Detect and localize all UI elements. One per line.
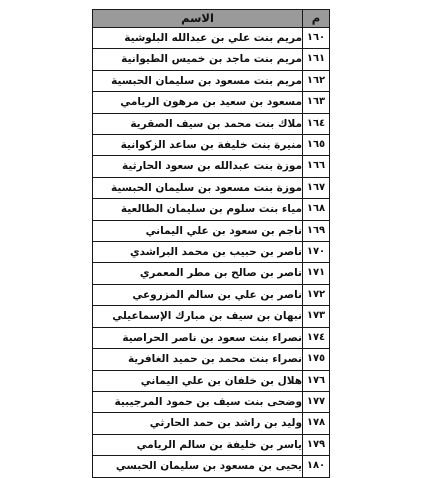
table-header: [93, 10, 330, 28]
table-row: [93, 28, 330, 49]
row-number: ١٧٧: [303, 391, 330, 412]
table-row: [93, 349, 330, 370]
row-number: ١٧٣: [303, 306, 330, 327]
row-number: ١٧٢: [303, 284, 330, 305]
header-row: [93, 10, 330, 28]
name-column-header: الاسم: [93, 10, 303, 28]
table-row: [93, 135, 330, 156]
row-number: ١٧٨: [303, 413, 330, 434]
table-body: [93, 28, 330, 478]
row-number: ١٦٥: [303, 135, 330, 156]
row-number: ١٧٠: [303, 242, 330, 263]
table-row: [93, 263, 330, 284]
row-name: نبهان بن سيف بن مبارك الإسماعيلي: [93, 306, 303, 327]
row-number: ١٦٦: [303, 156, 330, 177]
row-name: ناصر بن علي بن سالم المزروعي: [93, 284, 303, 305]
row-name: مريم بنت ماجد بن خميس الطيوانية: [93, 49, 303, 70]
table-row: [93, 199, 330, 220]
names-table: [92, 9, 330, 478]
table-row: [93, 370, 330, 391]
row-name: ناجم بن سعود بن علي اليماني: [93, 220, 303, 241]
row-name: نصراء بنت محمد بن حميد الغافرية: [93, 349, 303, 370]
row-name: مياء بنت سلوم بن سليمان الطالعية: [93, 199, 303, 220]
row-number: ١٧١: [303, 263, 330, 284]
row-number: ١٦٩: [303, 220, 330, 241]
row-name: ملاك بنت محمد بن سيف الصقرية: [93, 113, 303, 134]
row-name: وليد بن راشد بن حمد الحارثي: [93, 413, 303, 434]
table-row: [93, 413, 330, 434]
table-row: [93, 220, 330, 241]
row-name: وضحى بنت سيف بن حمود المرجيبية: [93, 391, 303, 412]
row-name: ياسر بن خليفة بن سالم الريامي: [93, 434, 303, 455]
row-name: موزة بنت مسعود بن سليمان الحبسية: [93, 177, 303, 198]
table-row: [93, 70, 330, 91]
table-row: [93, 456, 330, 477]
row-number: ١٦٨: [303, 199, 330, 220]
table-row: [93, 49, 330, 70]
row-name: مريم بنت مسعود بن سليمان الحبسية: [93, 70, 303, 91]
number-column-header: م: [303, 10, 330, 28]
table-row: [93, 156, 330, 177]
table-row: [93, 177, 330, 198]
table-row: [93, 391, 330, 412]
row-number: ١٦١: [303, 49, 330, 70]
table-row: [93, 113, 330, 134]
row-number: ١٧٦: [303, 370, 330, 391]
row-number: ١٦٢: [303, 70, 330, 91]
row-name: ناصر بن حبيب بن محمد البراشدي: [93, 242, 303, 263]
row-number: ١٧٤: [303, 327, 330, 348]
row-number: ١٧٩: [303, 434, 330, 455]
row-name: موزة بنت عبدالله بن سعود الحارثية: [93, 156, 303, 177]
table-row: [93, 306, 330, 327]
row-number: ١٨٠: [303, 456, 330, 477]
row-number: ١٦٧: [303, 177, 330, 198]
row-name: مريم بنت علي بن عبدالله البلوشية: [93, 28, 303, 49]
row-number: ١٦٤: [303, 113, 330, 134]
table-row: [93, 327, 330, 348]
table-row: [93, 434, 330, 455]
row-number: ١٦٣: [303, 92, 330, 113]
row-name: هلال بن خلفان بن علي اليماني: [93, 370, 303, 391]
row-name: مسعود بن سعيد بن مرهون الريامي: [93, 92, 303, 113]
row-number: ١٦٠: [303, 28, 330, 49]
row-name: منيرة بنت خليفة بن ساعد الزكوانية: [93, 135, 303, 156]
row-name: نصراء بنت سعود بن ناصر الحراصية: [93, 327, 303, 348]
row-number: ١٧٥: [303, 349, 330, 370]
row-name: يحيى بن مسعود بن سليمان الحبسي: [93, 456, 303, 477]
row-name: ناصر بن صالح بن مطر المعمري: [93, 263, 303, 284]
table-row: [93, 92, 330, 113]
table-row: [93, 242, 330, 263]
table-row: [93, 284, 330, 305]
